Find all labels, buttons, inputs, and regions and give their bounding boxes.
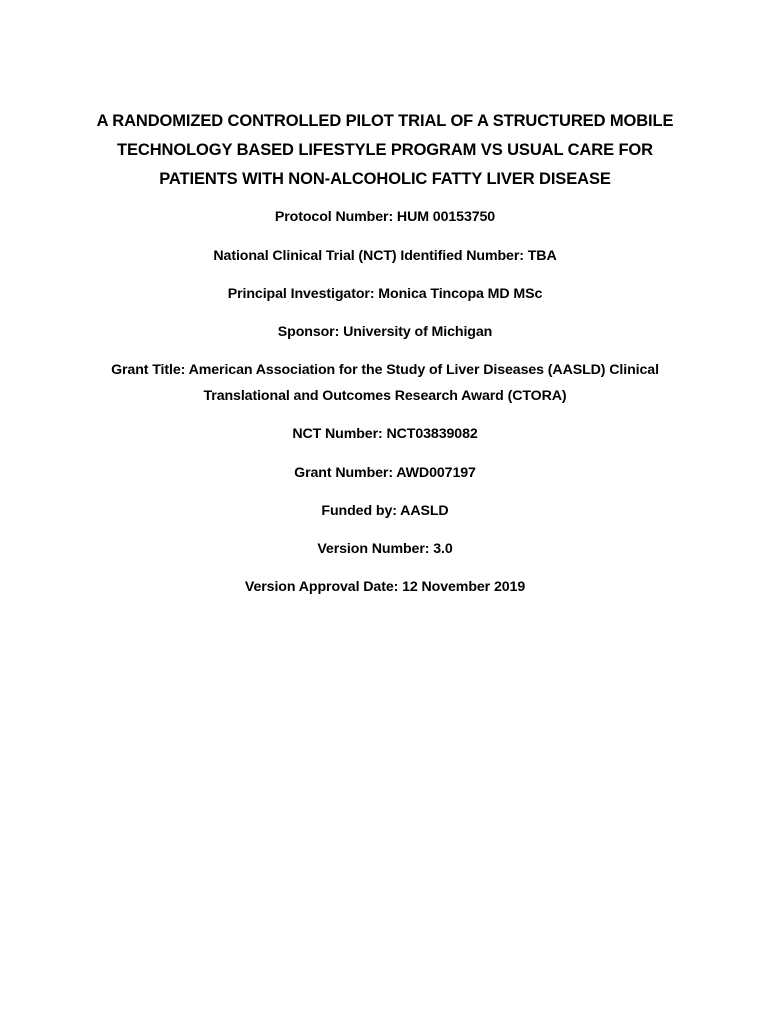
title-line-1: A RANDOMIZED CONTROLLED PILOT TRIAL OF A STRUCTURED MOBILE xyxy=(96,112,674,130)
title-line-2: TECHNOLOGY BASED LIFESTYLE PROGRAM VS USUAL CARE FOR xyxy=(117,141,653,159)
funded-by: Funded by: AASLD xyxy=(321,503,449,519)
grant-title-line-1: Grant Title: American Association for the Study of Liver Diseases (AASLD) Clinical xyxy=(111,362,659,378)
principal-investigator: Principal Investigator: Monica Tincopa MD MSc xyxy=(227,286,543,302)
grant-title-line-2: Translational and Outcomes Research Award (CTORA) xyxy=(203,388,567,404)
grant-number: Grant Number: AWD007197 xyxy=(294,465,476,481)
title-line-3: PATIENTS WITH NON-ALCOHOLIC FATTY LIVER DISEASE xyxy=(159,170,611,188)
sponsor: Sponsor: University of Michigan xyxy=(277,324,493,340)
nct-number: NCT Number: NCT03839082 xyxy=(292,426,478,442)
version-number: Version Number: 3.0 xyxy=(317,541,453,557)
grant-title xyxy=(40,357,730,409)
version-approval-date: Version Approval Date: 12 November 2019 xyxy=(244,579,526,595)
document-title xyxy=(60,107,710,194)
protocol-number: Protocol Number: HUM 00153750 xyxy=(274,209,496,225)
nct-identified-number: National Clinical Trial (NCT) Identified Number: TBA xyxy=(213,248,557,264)
